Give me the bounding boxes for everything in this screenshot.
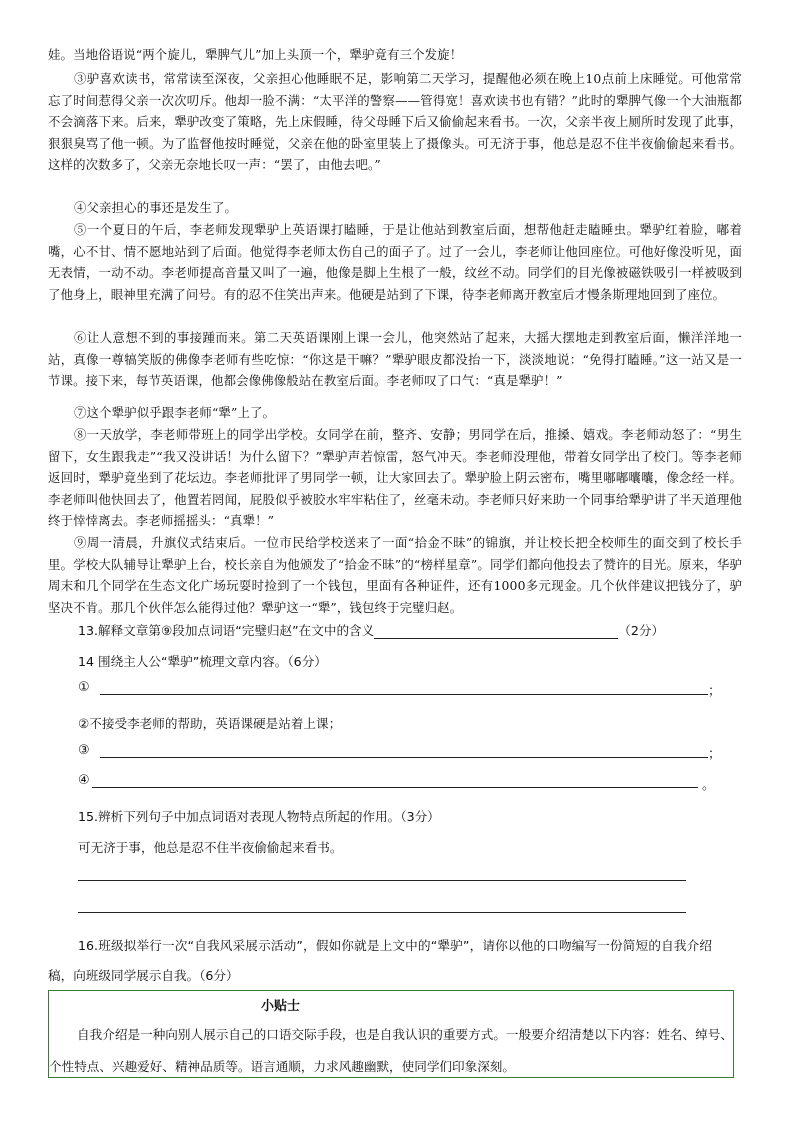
- question-13-text: 13.解释文章第⑨段加点词语“完璧归赵”在文中的含义: [78, 623, 375, 638]
- question-13: [78, 620, 664, 639]
- question-14-item-1-end: ；: [708, 684, 722, 699]
- passage-paragraph-8: ⑧一天放学，李老师带班上的同学出学校。女同学在前，整齐、安静；男同学在后，推搡、嬉戏。李老师动怒了：“男生留下，女生跟我走”“我又没讲话！为什么留下？”犟驴声若惊雷，怒气冲天。李老师没理他，带着女同学出了校门。等李老师返回时，犟驴竟坐到了花坛边。李老师批评了男同学一顿，让大家回去了。犟驴脸上阴云密布，嘴里嘟嘟囔囔，像念经一样。李老师叫他快回去了，他置若罔闻，屁股似乎被胶水牢牢粘住了，丝毫未动。李老师只好来助一个同事给犟驴讲了半天道理他终于悻悻离去。李老师摇摇头：“真犟！”: [48, 427, 742, 529]
- question-14: 14 围绕主人公“犟驴”梳理文章内容。（6分）: [78, 654, 327, 669]
- tip-text: 自我介绍是一种向别人展示自己的口语交际手段，也是自我认识的重要方式。一般要介绍清楚以下内容：姓名、绰号、个性特点、兴趣爱好、精神品质等。语言通顺，力求风趣幽默，使同学们印象深刻。: [49, 1027, 733, 1074]
- passage-paragraph-3: ③驴喜欢读书，常常读至深夜，父亲担心他睡眠不足，影响第二天学习，提醒他必须在晚上10点前上床睡觉。可他常常忘了时间惹得父亲一次次叨斥。他却一脸不满：“太平洋的警察——管得宽！喜欢读书也有错？”此时的犟脾气像一个大油瓶都不会滴落下来。后来，犟驴改变了策略，先上床假睡，待父母睡下后又偷偷起来看书。一次，父亲半夜上厕所时发现了此事，狠狠臭骂了他一顿。为了监督他按时睡觉，父亲在他的卧室里装上了摄像头。可无济于事，他总是忍不住半夜偷偷起来看书。这样的次数多了，父亲无奈地长叹一声：“罢了，由他去吧。”: [48, 71, 742, 173]
- question-14-item-4-blank[interactable]: [92, 787, 698, 788]
- question-15-answer-line-1[interactable]: [78, 880, 686, 881]
- question-16: 16.班级拟举行一次“自我风采展示活动”，假如你就是上文中的“犟驴”，请你以他的口吻编写一份简短的自我介绍稿，向班级同学展示自我。（6分）: [48, 938, 712, 983]
- passage-paragraph-7: ⑦这个犟驴似乎跟李老师“犟”上了。: [74, 405, 276, 420]
- question-15-sentence: 可无济于事，他总是忍不住半夜偷偷起来看书。: [78, 840, 343, 855]
- passage-paragraph-5: ⑤一个夏日的午后，李老师发现犟驴上英语课打瞌睡，于是让他站到教室后面，想帮他赶走瞌睡虫。犟驴红着脸，嘟着嘴，心不甘、情不愿地站到了后面。他觉得李老师太伤自己的面子了。过了一会儿，李老师让他回座位。可他好像没听见，面无表情，一动不动。李老师提高音量又叫了一遍，他像是脚上生根了一般，纹丝不动。同学们的目光像被磁铁吸引一样被吸到了他身上，眼神里充满了问号。有的忍不住笑出声来。他硬是站到了下课，待李老师离开教室后才慢条斯理地回到了座位。: [48, 222, 742, 302]
- tip-box: [48, 990, 734, 1078]
- question-14-item-4-number: ④: [78, 773, 90, 788]
- question-15: 15.辨析下列句子中加点词语对表现人物特点所起的作用。（3分）: [78, 809, 440, 824]
- question-15-answer-line-2[interactable]: [78, 912, 686, 913]
- question-14-item-2: ②不接受李老师的帮助，英语课硬是站着上课；: [78, 716, 342, 731]
- question-14-item-1-number: ①: [78, 680, 90, 695]
- question-13-score: （2分）: [618, 623, 665, 638]
- question-14-item-3-end: ；: [708, 747, 722, 762]
- question-13-answer-blank[interactable]: [374, 624, 618, 639]
- question-14-item-3-blank[interactable]: [100, 757, 708, 758]
- question-14-item-3-number: ③: [78, 743, 90, 758]
- passage-paragraph-6: ⑥让人意想不到的事接踵而来。第二天英语课刚上课一会儿，他突然站了起来，大摇大摆地走到教室后面，懒洋洋地一站，真像一尊犒笑版的佛像李老师有些吃惊：“你这是干嘛？”犟驴眼皮都没抬一下，淡淡地说：“免得打瞌睡。”这一站又是一节课。接下来，每节英语课，他都会像佛像般站在教室后面。李老师叹了口气：“真是犟驴！”: [48, 330, 742, 389]
- tip-title: 小贴士: [261, 999, 301, 1014]
- question-14-item-4-end: 。: [702, 778, 716, 793]
- passage-paragraph-9: ⑨周一清晨，升旗仪式结束后。一位市民给学校送来了一面“拾金不昧”的锦旗，并让校长把全校师生的面交到了校长手里。学校大队辅导让犟驴上台，校长亲自为他颁发了“拾金不昧”的“榜样星章”。同学们都向他投去了赞许的目光。原来，华驴周末和几个同学在生态文化广场玩耍时捡到了一个钱包，里面有各种证件，还有1000多元现金。几个伙伴建议把钱分了，驴坚决不肯。那几个伙伴怎么能得过他？犟驴这一“犟”，钱包终于完璧归赵。: [48, 535, 742, 615]
- passage-paragraph-4: ④父亲担心的事还是发生了。: [74, 200, 238, 215]
- question-14-item-1-blank[interactable]: [100, 694, 708, 695]
- passage-paragraph-2-end: 娃。当地俗语说“两个旋儿，犟脾气儿”加上头顶一个，犟驴竟有三个发旋！: [48, 47, 463, 62]
